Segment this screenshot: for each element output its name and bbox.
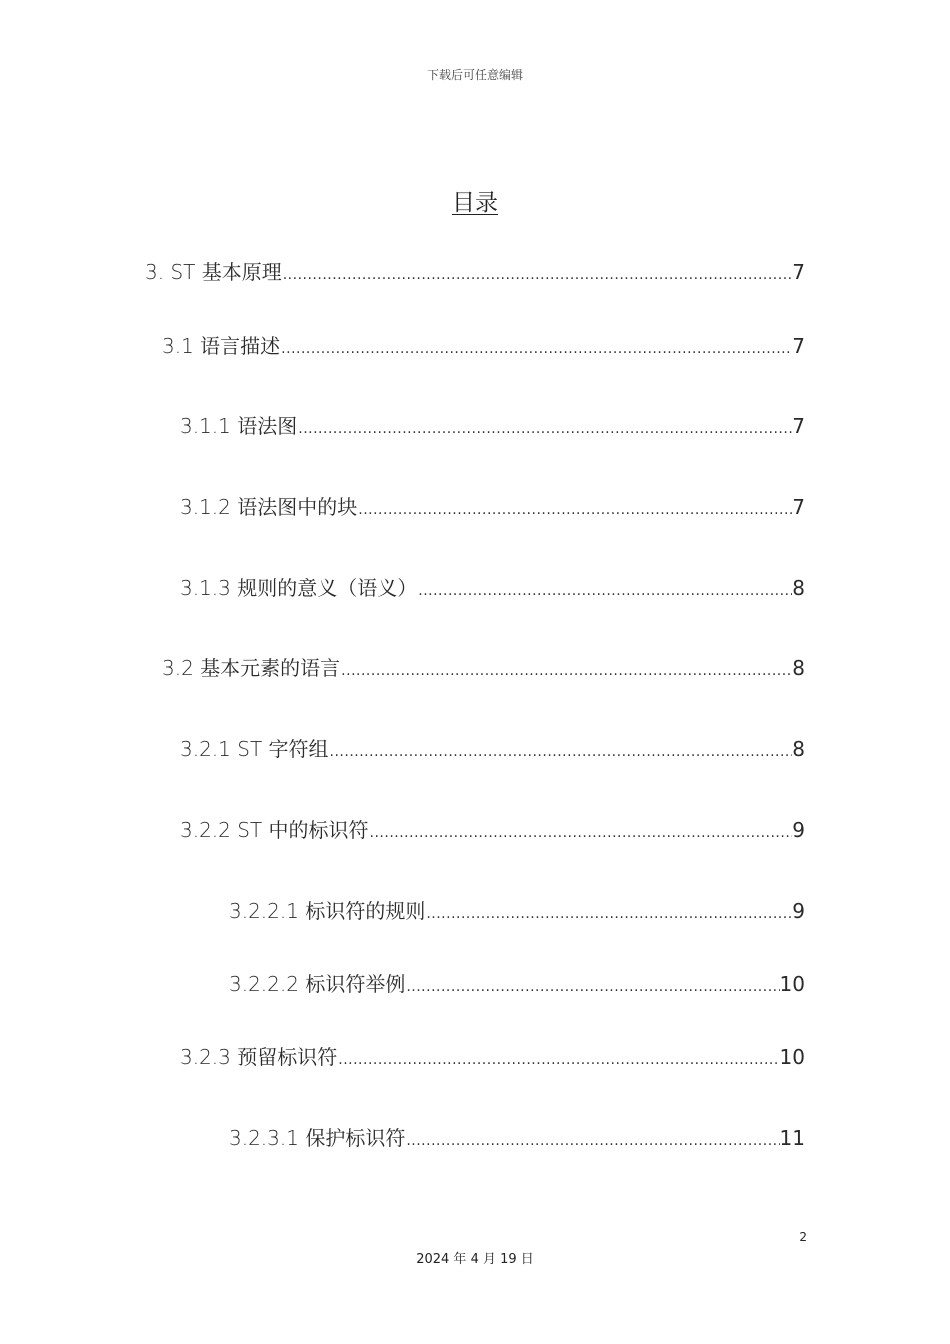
toc-entry-page: 10 <box>779 972 805 996</box>
toc-entry-3-2-2[interactable] <box>180 817 805 846</box>
toc-entry-page: 11 <box>779 1126 805 1150</box>
toc-entry-label: 3. ST 基本原理 <box>145 260 282 284</box>
page-header: 下载后可任意编辑 <box>426 68 523 82</box>
toc-leader-dots <box>340 658 792 684</box>
toc-entry-page: 7 <box>792 334 805 358</box>
toc-leader-dots <box>369 820 793 846</box>
toc-entry-label: 3.2.3 预留标识符 <box>180 1045 338 1069</box>
toc-entry-3-1-2[interactable] <box>180 494 805 523</box>
toc-leader-dots <box>337 1047 779 1073</box>
toc-entry-label: 3.2 基本元素的语言 <box>162 656 341 680</box>
toc-entry-3-2-1[interactable] <box>180 736 805 765</box>
toc-entry-page: 7 <box>792 414 805 438</box>
toc-title-text: 目录 <box>452 190 498 216</box>
toc-entry-label: 3.1.3 规则的意义（语义） <box>180 576 418 600</box>
toc-entry-label: 3.2.2.2 标识符举例 <box>229 972 406 996</box>
toc-entry-page: 8 <box>792 576 805 600</box>
toc-entry-label: 3.2.1 ST 字符组 <box>180 737 329 761</box>
toc-entry-label: 3.1 语言描述 <box>162 334 281 358</box>
toc-entry-label: 3.2.2.1 标识符的规则 <box>229 899 426 923</box>
page-number: 2 <box>799 1230 807 1244</box>
toc-entry-label: 3.1.1 语法图 <box>180 414 298 438</box>
toc-entry-3-1-3[interactable] <box>180 575 805 604</box>
toc-entry-3-2-2-1[interactable] <box>229 898 805 927</box>
footer-date: 2024 年 4 月 19 日 <box>416 1252 534 1267</box>
toc-entry-page: 7 <box>792 495 805 519</box>
toc-leader-dots <box>357 497 792 523</box>
toc-entry-page: 8 <box>792 737 805 761</box>
toc-entry-3-1-1[interactable] <box>180 413 805 442</box>
toc-entry-page: 9 <box>792 818 805 842</box>
toc-leader-dots <box>297 416 792 442</box>
toc-entry-label: 3.1.2 语法图中的块 <box>180 495 358 519</box>
toc-entry-3[interactable] <box>145 259 805 288</box>
toc-entry-label: 3.2.3.1 保护标识符 <box>229 1126 406 1150</box>
toc-entry-3-2-2-2[interactable] <box>229 971 805 1000</box>
toc-leader-dots <box>405 1128 779 1154</box>
toc-entry-page: 7 <box>792 260 805 284</box>
toc-entry-3-1[interactable] <box>162 333 805 362</box>
toc-leader-dots <box>282 262 793 288</box>
toc-entry-3-2-3[interactable] <box>180 1044 805 1073</box>
toc-entry-page: 8 <box>792 656 805 680</box>
toc-entry-3-2[interactable] <box>162 655 805 684</box>
toc-leader-dots <box>425 901 792 927</box>
toc-leader-dots <box>405 974 779 1000</box>
toc-entry-page: 9 <box>792 899 805 923</box>
toc-entry-page: 10 <box>779 1045 805 1069</box>
toc-entry-3-2-3-1[interactable] <box>229 1125 805 1154</box>
toc-entry-label: 3.2.2 ST 中的标识符 <box>180 818 369 842</box>
toc-leader-dots <box>329 739 793 765</box>
toc-leader-dots <box>417 578 792 604</box>
toc-leader-dots <box>280 336 792 362</box>
